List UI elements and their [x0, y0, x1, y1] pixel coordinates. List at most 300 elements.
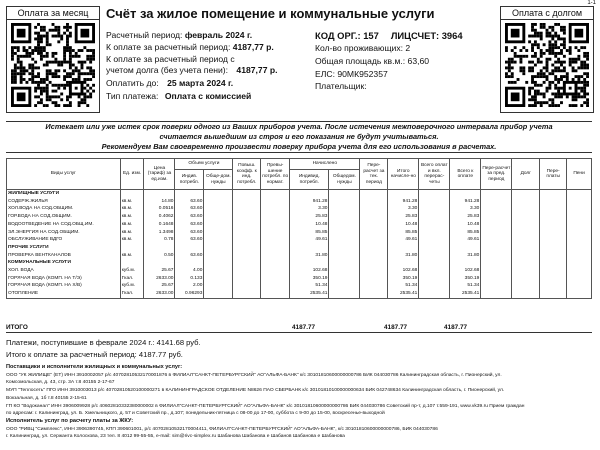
- cell-unit: кв.м.: [120, 205, 144, 213]
- th-unit: Ед. изм.: [120, 159, 144, 190]
- cell-debt: [512, 244, 540, 252]
- cell-vol-ind: 63.60: [175, 236, 204, 244]
- cell-service: КОММУНАЛЬНЫЕ УСЛУГИ: [7, 259, 121, 267]
- cell-excess: [261, 213, 290, 221]
- cell-excess: [261, 221, 290, 229]
- cell-vol-ind: 63.60: [175, 252, 204, 260]
- due-debt-line1: К оплате за расчетный период с: [106, 54, 235, 64]
- cell-tariff: 0.4062: [144, 213, 175, 221]
- cell-ch-common: [329, 282, 360, 290]
- cell-tariff: 2633.00: [144, 290, 175, 298]
- cell-overpay: [540, 236, 567, 244]
- cell-unit: Гкал.: [120, 290, 144, 298]
- cell-tariff: 0.1648: [144, 221, 175, 229]
- cell-total-charged: 85.85: [388, 229, 419, 237]
- cell-excess: [261, 259, 290, 267]
- cell-vol-ind: 63.60: [175, 229, 204, 237]
- cell-unit: кв.м.: [120, 252, 144, 260]
- th-charged: Начислено: [290, 159, 360, 170]
- cell-coeff: [233, 252, 261, 260]
- cell-recalc-prev: [481, 190, 512, 198]
- cell-tariff: 1.3498: [144, 229, 175, 237]
- th-volume: Объем услуги: [175, 159, 233, 170]
- cell-paid: [419, 252, 450, 260]
- cell-tariff: 25.67: [144, 282, 175, 290]
- cell-peni: [567, 244, 592, 252]
- cell-service: ВОДООТВЕДЕНИЕ НА СОД.ОБЩ.ИМ.: [7, 221, 121, 229]
- verification-warning: Истекает или уже истек срок поверки одного из Ваших приборов учета. После истечения межповерочного интервала прибор учета считается вышедшим из строя и его показания не будут учитываться. Рекомендуем Вам своевременно произвести поверку прибора учета для его использования в расчетах.: [6, 121, 592, 153]
- pay-before-line: Оплатить до: 25 марта 2024 г.: [106, 78, 234, 88]
- cell-peni: [567, 213, 592, 221]
- cell-total-pay: 10.48: [450, 221, 481, 229]
- cell-overpay: [540, 290, 567, 298]
- cell-recalc: [360, 221, 388, 229]
- cell-ch-ind: 10.48: [290, 221, 329, 229]
- cell-paid: [419, 190, 450, 198]
- cell-excess: [261, 290, 290, 298]
- cell-tariff: 2633.00: [144, 275, 175, 283]
- cell-recalc-prev: [481, 229, 512, 237]
- cell-ch-ind: 102.68: [290, 267, 329, 275]
- residents: Кол-во проживающих: 2: [315, 43, 411, 53]
- cell-coeff: [233, 190, 261, 198]
- pay-type-line: Тип платежа: Оплата с комиссией: [106, 91, 252, 101]
- table-row: [7, 221, 592, 229]
- cell-ch-ind: [290, 259, 329, 267]
- cell-peni: [567, 236, 592, 244]
- cell-recalc-prev: [481, 213, 512, 221]
- cell-vol-common: [204, 259, 233, 267]
- cell-excess: [261, 229, 290, 237]
- cell-total-charged: 49.61: [388, 236, 419, 244]
- provider-line: МУП "Теплосеть" ПГО ИНН 3910003013 р/с 40702810520100000271 в КАЛИНИНГРАДСКОЕ ОТДЕЛЕНИЕ N8626 ПАО СБЕРБАНК к/с 30101810100000000634 БИК 042748634 Калининградская область, г. Пионерский, ул.: [6, 388, 505, 394]
- cell-vol-common: [204, 213, 233, 221]
- cell-vol-ind: [175, 190, 204, 198]
- area: Общая площадь кв.м.: 63,60: [315, 56, 430, 66]
- cell-total-pay: 102.68: [450, 267, 481, 275]
- cell-recalc-prev: [481, 244, 512, 252]
- cell-coeff: [233, 290, 261, 298]
- cell-peni: [567, 190, 592, 198]
- cell-vol-common: [204, 205, 233, 213]
- cell-service: СОДЕРЖ.ЖИЛЬЯ: [7, 198, 121, 206]
- cell-service: ОБСЛУЖИВАНИЕ ВДГО: [7, 236, 121, 244]
- cell-vol-common: [204, 290, 233, 298]
- cell-excess: [261, 275, 290, 283]
- cell-unit: кв.м.: [120, 236, 144, 244]
- cell-total-pay: 49.61: [450, 236, 481, 244]
- qr-code-right: [505, 23, 589, 107]
- cell-recalc: [360, 190, 388, 198]
- cell-total-pay: 2535.41: [450, 290, 481, 298]
- cell-coeff: [233, 282, 261, 290]
- providers-heading: Поставщики и исполнители жилищных и коммунальных услуг:: [6, 364, 183, 370]
- cell-coeff: [233, 244, 261, 252]
- qr-code-left: [11, 23, 95, 107]
- cell-peni: [567, 275, 592, 283]
- cell-debt: [512, 213, 540, 221]
- cell-recalc-prev: [481, 236, 512, 244]
- table-row: [7, 275, 592, 283]
- cell-coeff: [233, 213, 261, 221]
- cell-debt: [512, 190, 540, 198]
- cell-service: ЭЛ.ЭНЕРГИЯ НА СОД.ОБЩИМ.: [7, 229, 121, 237]
- cell-debt: [512, 252, 540, 260]
- cell-unit: Гкал.: [120, 275, 144, 283]
- els: ЕЛС: 90МК952357: [315, 69, 388, 79]
- qr-right-box: [500, 6, 594, 113]
- cell-overpay: [540, 275, 567, 283]
- table-section-row: [7, 190, 592, 198]
- cell-ch-common: [329, 190, 360, 198]
- cell-paid: [419, 275, 450, 283]
- cell-ch-common: [329, 259, 360, 267]
- provider-line: ООО "УК ЖИЛИЩЕ" (ЕТ) ИНН 3910002057 р/с 40702810532170001876 в ФИЛИАЛ"САНКТ-ПЕТЕРБУРГСКИЙ" АО"АЛЬФА-БАНК" к/с 30101810600000000786 БИК 044030786 Калининградская область, г. Пионерский, ул.: [6, 372, 502, 378]
- cell-overpay: [540, 244, 567, 252]
- cell-total-charged: 2535.41: [388, 290, 419, 298]
- cell-excess: [261, 205, 290, 213]
- cell-vol-ind: 4.00: [175, 267, 204, 275]
- cell-recalc-prev: [481, 198, 512, 206]
- cell-tariff: 0.50: [144, 252, 175, 260]
- table-section-row: [7, 259, 592, 267]
- cell-vol-ind: 0.96293: [175, 290, 204, 298]
- cell-ch-ind: 350.19: [290, 275, 329, 283]
- cell-peni: [567, 221, 592, 229]
- charges-table-body: [7, 190, 592, 299]
- th-ch-ind: Индивид. потребл.: [290, 170, 329, 190]
- cell-debt: [512, 236, 540, 244]
- cell-coeff: [233, 259, 261, 267]
- cell-total-charged: 31.80: [388, 252, 419, 260]
- table-section-row: [7, 244, 592, 252]
- cell-paid: [419, 244, 450, 252]
- cell-debt: [512, 259, 540, 267]
- table-row: [7, 213, 592, 221]
- cell-recalc-prev: [481, 275, 512, 283]
- cell-overpay: [540, 190, 567, 198]
- th-coeff: Повыш. коэфф. к инд. потребл.: [233, 159, 261, 190]
- cell-vol-common: [204, 244, 233, 252]
- cell-paid: [419, 236, 450, 244]
- cell-tariff: 14.80: [144, 198, 175, 206]
- cell-paid: [419, 290, 450, 298]
- cell-ch-common: [329, 221, 360, 229]
- cell-coeff: [233, 275, 261, 283]
- cell-vol-ind: [175, 244, 204, 252]
- th-peni: Пени: [567, 159, 592, 190]
- cell-ch-common: [329, 229, 360, 237]
- cell-paid: [419, 267, 450, 275]
- qr-right-label: Оплата с долгом: [501, 7, 593, 20]
- cell-recalc: [360, 252, 388, 260]
- cell-overpay: [540, 221, 567, 229]
- executor-heading: Исполнитель услуг по расчету платы за ЖКУ:: [6, 417, 134, 424]
- cell-excess: [261, 252, 290, 260]
- executor-line: г. Калининград, ул. Сержанта Колоскова, 23 тел. 8 4012 99-55-55, e-mail: sim@rivc-simplex.ru Шабанова Шабанова е Шабанов Шабанова е Шабанова: [6, 434, 345, 440]
- cell-total-charged: 941.28: [388, 198, 419, 206]
- cell-recalc-prev: [481, 259, 512, 267]
- invoice-title: Счёт за жилое помещение и коммунальные услуги: [106, 6, 435, 21]
- cell-excess: [261, 282, 290, 290]
- cell-tariff: 25.67: [144, 267, 175, 275]
- cell-recalc-prev: [481, 282, 512, 290]
- th-overpay: Пере-платы: [540, 159, 567, 190]
- cell-ch-ind: 31.80: [290, 252, 329, 260]
- cell-vol-common: [204, 252, 233, 260]
- cell-peni: [567, 282, 592, 290]
- period-line: Расчетный период: февраль 2024 г.: [106, 30, 253, 40]
- cell-peni: [567, 252, 592, 260]
- table-row: [7, 205, 592, 213]
- cell-coeff: [233, 267, 261, 275]
- cell-overpay: [540, 252, 567, 260]
- page-number: 1-1: [587, 0, 596, 6]
- cell-recalc: [360, 205, 388, 213]
- cell-unit: кв.м.: [120, 229, 144, 237]
- cell-excess: [261, 267, 290, 275]
- cell-debt: [512, 198, 540, 206]
- cell-paid: [419, 213, 450, 221]
- cell-total-pay: [450, 244, 481, 252]
- cell-total-charged: 102.68: [388, 267, 419, 275]
- itogo-row: [6, 324, 592, 333]
- cell-total-charged: 350.19: [388, 275, 419, 283]
- cell-debt: [512, 275, 540, 283]
- cell-total-pay: [450, 190, 481, 198]
- cell-ch-ind: 51.34: [290, 282, 329, 290]
- cell-ch-common: [329, 267, 360, 275]
- cell-vol-ind: 2.00: [175, 282, 204, 290]
- th-service: Виды услуг: [7, 159, 121, 190]
- cell-overpay: [540, 198, 567, 206]
- table-row: [7, 236, 592, 244]
- cell-vol-ind: 63.60: [175, 205, 204, 213]
- cell-ch-ind: 3.30: [290, 205, 329, 213]
- cell-paid: [419, 282, 450, 290]
- payer: Плательщик:: [315, 81, 367, 91]
- cell-ch-ind: 85.85: [290, 229, 329, 237]
- org-code: КОД ОРГ.: 157 ЛИЦСЧЕТ: 3964: [315, 30, 463, 41]
- cell-ch-common: [329, 213, 360, 221]
- cell-coeff: [233, 221, 261, 229]
- cell-recalc-prev: [481, 221, 512, 229]
- cell-excess: [261, 236, 290, 244]
- cell-vol-common: [204, 236, 233, 244]
- cell-total-charged: 10.48: [388, 221, 419, 229]
- provider-line: Комсомольская, д. 43, стр. 3А т.8 40155 2-17-67: [6, 380, 115, 386]
- cell-ch-common: [329, 290, 360, 298]
- cell-peni: [567, 259, 592, 267]
- itogo-ch-ind: 4187.77: [292, 324, 316, 331]
- cell-service: ЖИЛИЩНЫЕ УСЛУГИ: [7, 190, 121, 198]
- table-row: [7, 267, 592, 275]
- cell-debt: [512, 221, 540, 229]
- cell-total-pay: 25.83: [450, 213, 481, 221]
- itogo-total: 4187.77: [384, 324, 408, 331]
- cell-tariff: [144, 259, 175, 267]
- cell-ch-ind: 941.28: [290, 198, 329, 206]
- table-row: [7, 282, 592, 290]
- cell-recalc: [360, 282, 388, 290]
- charges-table: [6, 158, 592, 299]
- cell-debt: [512, 205, 540, 213]
- cell-vol-common: [204, 275, 233, 283]
- cell-excess: [261, 190, 290, 198]
- cell-unit: куб.м.: [120, 282, 144, 290]
- cell-total-charged: [388, 190, 419, 198]
- cell-service: ГОР.ВОДА НА СОД.ОБЩИМ.: [7, 213, 121, 221]
- cell-recalc-prev: [481, 252, 512, 260]
- cell-coeff: [233, 236, 261, 244]
- cell-coeff: [233, 198, 261, 206]
- cell-overpay: [540, 229, 567, 237]
- cell-recalc-prev: [481, 290, 512, 298]
- th-recalc: Пере-расчет за тек. период: [360, 159, 388, 190]
- cell-coeff: [233, 205, 261, 213]
- provider-line: Вокзальная, д. 1б т.8 40155 2-15-61: [6, 395, 87, 401]
- cell-ch-ind: [290, 190, 329, 198]
- cell-vol-common: [204, 190, 233, 198]
- cell-total-charged: 3.30: [388, 205, 419, 213]
- cell-peni: [567, 229, 592, 237]
- cell-ch-common: [329, 198, 360, 206]
- cell-ch-ind: 25.83: [290, 213, 329, 221]
- payments-line: Платежи, поступившие в феврале 2024 г.: 4141.68 руб.: [6, 338, 201, 347]
- cell-recalc: [360, 213, 388, 221]
- cell-vol-common: [204, 198, 233, 206]
- th-total-pay: Всего к оплате: [450, 159, 481, 190]
- cell-debt: [512, 229, 540, 237]
- cell-ch-common: [329, 205, 360, 213]
- cell-unit: [120, 244, 144, 252]
- th-debt: Долг: [512, 159, 540, 190]
- cell-debt: [512, 290, 540, 298]
- cell-vol-ind: [175, 259, 204, 267]
- th-vol-common: Обще-дом. нужды: [204, 170, 233, 190]
- cell-tariff: 0.78: [144, 236, 175, 244]
- cell-peni: [567, 205, 592, 213]
- cell-total-charged: 51.34: [388, 282, 419, 290]
- cell-recalc-prev: [481, 267, 512, 275]
- cell-total-pay: 31.80: [450, 252, 481, 260]
- due-line: К оплате за расчетный период: 4187,77 р.: [106, 42, 274, 52]
- cell-peni: [567, 198, 592, 206]
- cell-vol-ind: 63.60: [175, 221, 204, 229]
- cell-ch-common: [329, 252, 360, 260]
- cell-overpay: [540, 205, 567, 213]
- cell-peni: [567, 267, 592, 275]
- cell-vol-common: [204, 282, 233, 290]
- cell-unit: [120, 190, 144, 198]
- itogo-pay: 4187.77: [444, 324, 468, 331]
- cell-ch-ind: 49.61: [290, 236, 329, 244]
- cell-recalc: [360, 244, 388, 252]
- cell-paid: [419, 221, 450, 229]
- cell-tariff: 0.0516: [144, 205, 175, 213]
- cell-unit: кв.м.: [120, 213, 144, 221]
- cell-debt: [512, 282, 540, 290]
- cell-recalc: [360, 275, 388, 283]
- cell-total-charged: [388, 259, 419, 267]
- provider-line: ГП КО "Водоканал" ИНН 3906009928 р/с 40602810332380000002 в ФИЛИАЛ"САНКТ-ПЕТЕРБУРГСКИЙ" АО"АЛЬФА-БАНК" к/с 30101810600000000786 БИК 044030786 Советский пр-т, д.107 т.559-191, www.vk39.ru Прием граждан: [6, 403, 525, 409]
- cell-total-pay: 51.34: [450, 282, 481, 290]
- cell-service: ПРОЧИЕ УСЛУГИ: [7, 244, 121, 252]
- providers-block: [6, 364, 594, 441]
- cell-service: ГОРЯЧАЯ ВОДА (КОМП. НА Т/Э): [7, 275, 121, 283]
- cell-paid: [419, 205, 450, 213]
- cell-unit: кв.м.: [120, 198, 144, 206]
- cell-vol-common: [204, 221, 233, 229]
- cell-service: ХОЛ. ВОДА: [7, 267, 121, 275]
- cell-service: ПРОВЕРКА ВЕНТКАНАЛОВ: [7, 252, 121, 260]
- cell-total-pay: 350.19: [450, 275, 481, 283]
- cell-service: ГОРЯЧАЯ ВОДА (КОМП. НА Х/В): [7, 282, 121, 290]
- cell-overpay: [540, 259, 567, 267]
- cell-paid: [419, 198, 450, 206]
- cell-paid: [419, 259, 450, 267]
- cell-service: ХОЛ.ВОДА НА СОД.ОБЩИМ.: [7, 205, 121, 213]
- cell-recalc: [360, 267, 388, 275]
- qr-left-label: Оплата за месяц: [7, 7, 99, 20]
- th-vol-ind: Индив. потребл.: [175, 170, 204, 190]
- cell-vol-ind: 0.133: [175, 275, 204, 283]
- cell-paid: [419, 229, 450, 237]
- cell-overpay: [540, 282, 567, 290]
- th-total-charged: Итого начисле-но: [388, 159, 419, 190]
- cell-total-pay: 85.85: [450, 229, 481, 237]
- cell-ch-common: [329, 244, 360, 252]
- provider-line: по адресам: г. Калининград, ул. Б. Хмельницкого, д. 57 и Советский пр., д.107; понедельник-пятница с 08-00 до 17-00, суббота с 9-00 до 15-00, воскресенье-выходной: [6, 411, 385, 417]
- th-ch-common: Общедом. нужды: [329, 170, 360, 190]
- cell-unit: куб.м.: [120, 267, 144, 275]
- cell-ch-common: [329, 275, 360, 283]
- cell-ch-ind: 2535.41: [290, 290, 329, 298]
- cell-recalc: [360, 290, 388, 298]
- cell-excess: [261, 198, 290, 206]
- cell-vol-ind: 63.60: [175, 213, 204, 221]
- to-pay-line: Итого к оплате за расчетный период: 4187.77 руб.: [6, 350, 183, 359]
- cell-unit: [120, 259, 144, 267]
- cell-recalc: [360, 236, 388, 244]
- executor-line: ООО "РИВЦ "Симплекс", ИНН 3906390745, КПП 390601001, р/с 40702810532170004411, ФИЛИАЛ"САНКТ-ПЕТЕРБУРГСКИЙ" АО"АЛЬФА-БАНК", к/с 30101810600000000786, БИК 044030786: [6, 426, 438, 432]
- cell-ch-ind: [290, 244, 329, 252]
- cell-total-charged: [388, 244, 419, 252]
- table-row: [7, 290, 592, 298]
- table-row: [7, 198, 592, 206]
- cell-total-charged: 25.83: [388, 213, 419, 221]
- cell-tariff: [144, 190, 175, 198]
- cell-excess: [261, 244, 290, 252]
- cell-service: ОТОПЛЕНИЕ: [7, 290, 121, 298]
- cell-coeff: [233, 229, 261, 237]
- cell-recalc: [360, 198, 388, 206]
- cell-tariff: [144, 244, 175, 252]
- cell-peni: [567, 290, 592, 298]
- cell-recalc: [360, 259, 388, 267]
- qr-left-box: [6, 6, 100, 113]
- cell-total-pay: 3.30: [450, 205, 481, 213]
- cell-ch-common: [329, 236, 360, 244]
- cell-overpay: [540, 213, 567, 221]
- cell-unit: кв.м.: [120, 221, 144, 229]
- due-debt-line2: учетом долга (без учета пени): 4187,77 р.: [106, 65, 278, 75]
- th-recalc-prev: Пере-расчет за пред. период: [481, 159, 512, 190]
- cell-vol-ind: 63.60: [175, 198, 204, 206]
- cell-vol-common: [204, 229, 233, 237]
- itogo-label: ИТОГО: [6, 324, 28, 331]
- th-paid: Всего оплат и вкл. перерас-четы: [419, 159, 450, 190]
